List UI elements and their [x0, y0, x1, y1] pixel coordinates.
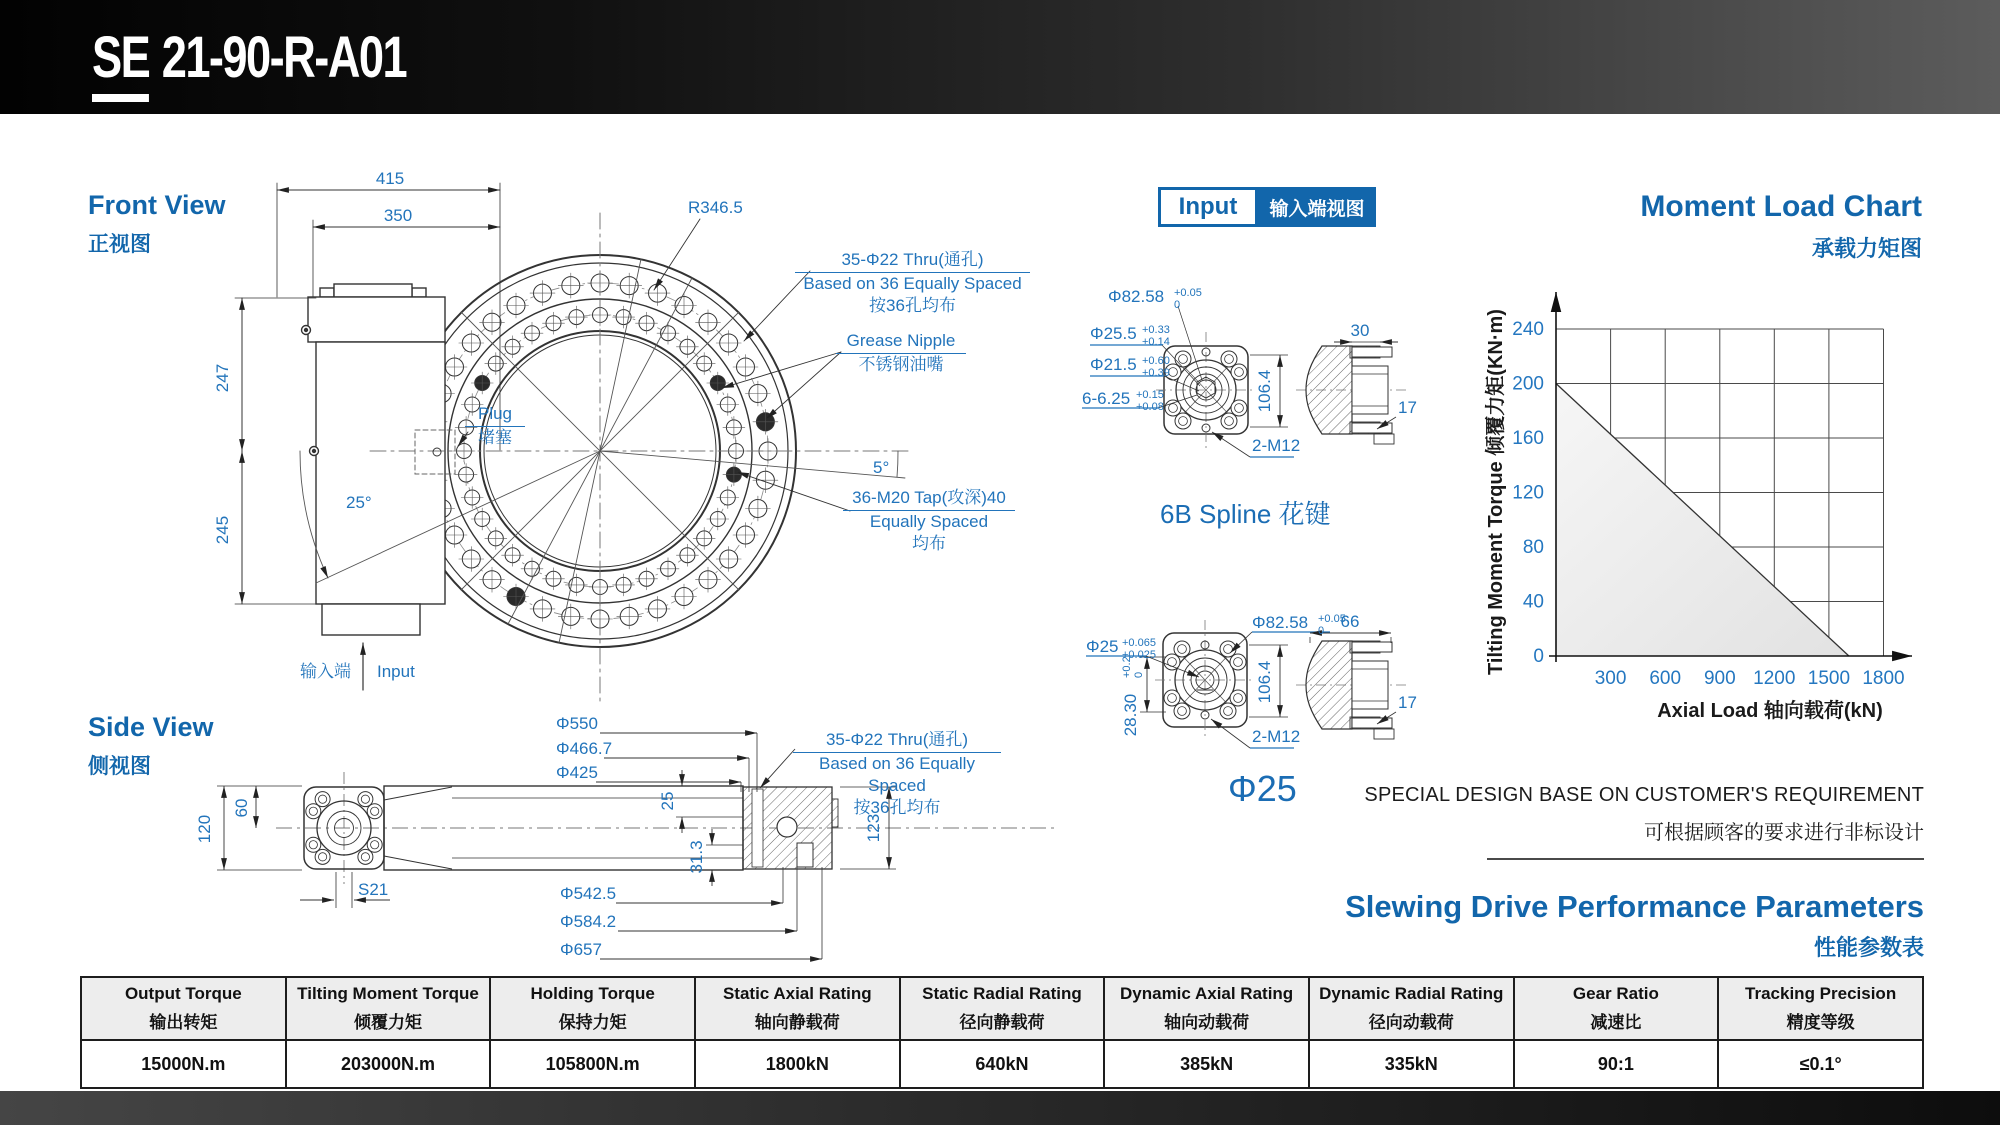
- dim-label: 2-M12: [1252, 727, 1301, 746]
- chart-title: Moment Load Chart: [1640, 190, 1922, 223]
- parameters-subtitle: 性能参数表: [1813, 935, 1924, 960]
- input-section-6b: [1296, 346, 1410, 444]
- input-side-marker: [300, 661, 415, 683]
- dim-label: Φ550: [556, 714, 598, 733]
- y-tick: 40: [1522, 591, 1544, 613]
- callout-line: 35-Φ22 Thru(通孔): [795, 249, 1030, 273]
- param-value-cell: 1800kN: [695, 1040, 900, 1088]
- tolerance-label: 0: [1174, 299, 1181, 311]
- input-view-tag: [1158, 187, 1376, 227]
- callout-line: 堵塞: [478, 428, 512, 448]
- param-header-cell: Tilting Moment Torque 倾覆力矩: [286, 977, 491, 1040]
- tolerance-label: +0.08: [1136, 401, 1164, 413]
- y-tick: 160: [1512, 428, 1544, 449]
- dim-label: Φ542.5: [560, 884, 617, 903]
- dim-label: 25: [658, 791, 677, 811]
- dim-label: 6-6.25: [1082, 389, 1131, 408]
- dim-label: S21: [358, 880, 389, 899]
- chart-subtitle: 承载力矩图: [1811, 236, 1922, 261]
- dim-label: 106.4: [1255, 369, 1274, 413]
- param-header-cell: Gear Ratio 减速比: [1514, 977, 1719, 1040]
- x-tick: 600: [1649, 668, 1682, 689]
- front-view-title: Front View: [88, 190, 226, 220]
- side-view-subtitle: 侧视图: [88, 755, 151, 778]
- chart-x-label: Axial Load 轴向载荷(kN): [1657, 700, 1883, 722]
- callout-line: Grease Nipple: [836, 330, 966, 354]
- param-value-cell: ≤0.1°: [1718, 1040, 1923, 1088]
- plug-callout: [465, 403, 525, 449]
- input-section-phi25: [1296, 641, 1410, 739]
- tolerance-label: 0: [1318, 625, 1325, 637]
- y-tick: 240: [1512, 319, 1544, 340]
- tap-holes-callout: [843, 487, 1015, 555]
- input-housing-front: [302, 284, 446, 635]
- dim-label: 123: [864, 813, 883, 843]
- special-note-zh: 可根据顾客的要求进行非标设计: [1644, 822, 1924, 844]
- input-phi25-drawing: [1086, 612, 1417, 748]
- param-value-cell: 335kN: [1309, 1040, 1514, 1088]
- model-number: 21-90-R-A01: [161, 25, 407, 90]
- dim-label: Φ25.5: [1090, 324, 1137, 343]
- param-header-cell: Output Torque 输出转矩: [81, 977, 286, 1040]
- input-label-en: Input: [377, 662, 415, 681]
- dim-label: 2-M12: [1252, 436, 1301, 455]
- dim-label: 106.4: [1255, 660, 1274, 704]
- input-label-zh: 输入端: [300, 662, 351, 681]
- y-tick: 120: [1512, 482, 1544, 504]
- x-tick: 900: [1703, 668, 1736, 689]
- param-value-cell: 90:1: [1514, 1040, 1719, 1088]
- x-tick: 1800: [1862, 668, 1905, 689]
- tolerance-label: 0: [1133, 671, 1145, 678]
- dim-label: R346.5: [688, 198, 743, 217]
- callout-line: Equally Spaced: [869, 512, 989, 532]
- tolerance-label: +0.14: [1142, 336, 1170, 348]
- side-view-title: Side View: [88, 712, 214, 742]
- table-value-row: [81, 1040, 1923, 1088]
- callout-line: Plug: [465, 403, 525, 427]
- x-tick: 300: [1594, 668, 1627, 689]
- dim-label: Φ82.58: [1252, 613, 1309, 632]
- input-tag-en: Input: [1158, 187, 1258, 227]
- param-header-cell: Dynamic Axial Rating 轴向动载荷: [1104, 977, 1309, 1040]
- callout-line: 不锈钢油嘴: [858, 355, 944, 375]
- dim-label: 120: [195, 814, 214, 844]
- callout-line: 均布: [912, 534, 946, 554]
- tolerance-label: +0.2: [1121, 656, 1133, 678]
- special-design-note: [1364, 784, 1924, 860]
- chart-y-label: Tilting Moment Torque 倾覆力矩(KN·m): [1485, 309, 1507, 675]
- performance-parameters-table: [80, 976, 1924, 1089]
- tolerance-label: +0.15: [1136, 389, 1164, 401]
- side-view-heading: [88, 712, 214, 780]
- callout-line: Based on 36 Equally Spaced: [819, 754, 975, 796]
- tolerance-label: +0.33: [1142, 324, 1170, 336]
- dim-label: Φ82.58: [1108, 287, 1165, 306]
- front-view-heading: [88, 190, 226, 258]
- tolerance-label: +0.025: [1122, 649, 1156, 661]
- dim-label: 245: [213, 515, 232, 545]
- dim-label: 31.3: [687, 840, 706, 874]
- dim-label: 415: [375, 169, 405, 188]
- param-value-cell: 385kN: [1104, 1040, 1309, 1088]
- divider: [1487, 858, 1924, 860]
- dim-label: 17: [1398, 693, 1417, 712]
- param-value-cell: 105800N.m: [490, 1040, 695, 1088]
- tolerance-label: +0.065: [1122, 637, 1156, 649]
- thru-holes-callout-front: [795, 249, 1030, 317]
- thru-holes-callout-side: [793, 729, 1001, 819]
- model-series: SE: [92, 24, 149, 102]
- callout-line: 按36孔均布: [869, 296, 956, 316]
- tolerance-label: +0.05: [1318, 613, 1346, 625]
- param-header-cell: Static Axial Rating 轴向静载荷: [695, 977, 900, 1040]
- x-tick: 1200: [1753, 668, 1796, 689]
- tolerance-label: +0.05: [1174, 287, 1202, 299]
- param-value-cell: 203000N.m: [286, 1040, 491, 1088]
- param-value-cell: 640kN: [900, 1040, 1105, 1088]
- phi25-caption: Φ25: [1228, 768, 1297, 809]
- x-tick: 1500: [1807, 668, 1851, 689]
- dim-label: 28.30: [1121, 693, 1140, 737]
- dim-label: 25°: [346, 493, 372, 512]
- parameters-title: Slewing Drive Performance Parameters: [1345, 889, 1924, 924]
- y-tick: 200: [1512, 373, 1544, 395]
- parameters-heading: [1345, 889, 1924, 962]
- dim-label: 5°: [873, 458, 890, 477]
- grease-nipple-callout: [836, 330, 966, 376]
- dim-label: 66: [1340, 612, 1360, 631]
- moment-load-chart: [1483, 292, 1912, 722]
- dim-label: 17: [1398, 398, 1417, 417]
- table-header-row: [81, 977, 1923, 1040]
- dim-label: 350: [383, 206, 413, 225]
- dim-label: Φ425: [556, 763, 598, 782]
- input-tag-zh: 输入端视图: [1258, 187, 1376, 227]
- y-tick: 80: [1522, 537, 1544, 558]
- callout-line: 35-Φ22 Thru(通孔): [793, 729, 1001, 753]
- input-6b-spline-drawing: [1082, 287, 1417, 457]
- dim-label: Φ657: [560, 940, 602, 959]
- dim-label: Φ25: [1086, 637, 1119, 656]
- param-header-cell: Holding Torque 保持力矩: [490, 977, 695, 1040]
- param-value-cell: 15000N.m: [81, 1040, 286, 1088]
- front-view-subtitle: 正视图: [88, 233, 151, 256]
- param-header-cell: Tracking Precision 精度等级: [1718, 977, 1923, 1040]
- dim-label: 60: [232, 798, 251, 818]
- param-header-cell: Dynamic Radial Rating 径向动载荷: [1309, 977, 1514, 1040]
- dim-label: Φ584.2: [560, 912, 617, 931]
- spline-caption: 6B Spline 花键: [1160, 499, 1331, 529]
- footer-bar: [0, 1091, 2000, 1125]
- callout-line: 36-M20 Tap(攻深)40: [843, 487, 1015, 511]
- dim-label: Φ466.7: [556, 739, 613, 758]
- dim-label: 247: [213, 363, 232, 393]
- dim-label: 30: [1350, 321, 1370, 340]
- tolerance-label: +0.39: [1142, 367, 1170, 379]
- callout-line: 按36孔均布: [853, 798, 941, 818]
- tolerance-label: +0.60: [1142, 355, 1170, 367]
- dim-label: Φ21.5: [1090, 355, 1137, 374]
- special-note-en: SPECIAL DESIGN BASE ON CUSTOMER'S REQUIREMENT: [1364, 784, 1924, 806]
- y-tick: 0: [1533, 646, 1544, 667]
- chart-heading: [1640, 190, 1922, 263]
- param-header-cell: Static Radial Rating 径向静载荷: [900, 977, 1105, 1040]
- callout-line: Based on 36 Equally Spaced: [803, 274, 1022, 294]
